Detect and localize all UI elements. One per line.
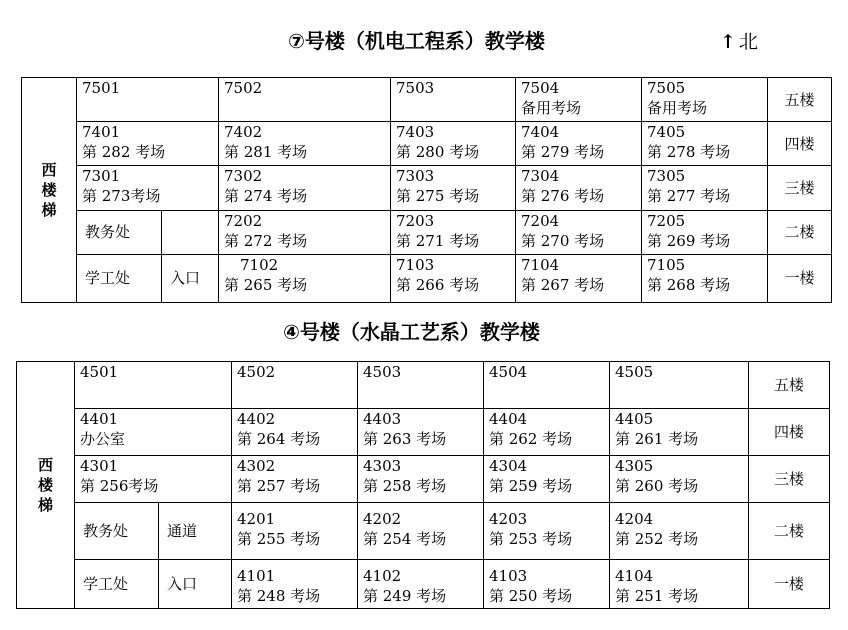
floor-row-4: [22, 122, 832, 166]
room-cell: 7202 第 272 考场: [219, 210, 391, 254]
room-cell: 4401 办公室: [75, 409, 232, 456]
floor-label: 一楼: [768, 254, 832, 302]
room-cell: 7205 第 269 考场: [642, 210, 768, 254]
room-cell: 4101 第 248 考场: [232, 560, 358, 609]
room-cell: 4102 第 249 考场: [358, 560, 484, 609]
floor-row-1: [22, 254, 832, 302]
room-cell: 7104 第 267 考场: [516, 254, 642, 302]
room-cell: 4103 第 250 考场: [484, 560, 610, 609]
floor-label: 三楼: [768, 166, 832, 210]
room-cell: 4204 第 252 考场: [610, 503, 749, 560]
room-cell: 7103 第 266 考场: [391, 254, 516, 302]
room-cell: 7304 第 276 考场: [516, 166, 642, 210]
room-cell: 4404 第 262 考场: [484, 409, 610, 456]
room-cell: 7102 第 265 考场: [219, 254, 391, 302]
room-cell: 4405 第 261 考场: [610, 409, 749, 456]
room-cell: 7302 第 274 考场: [219, 166, 391, 210]
floor-row-2: [22, 210, 832, 254]
room-cell: 4202 第 254 考场: [358, 503, 484, 560]
room-cell: 7504 备用考场: [516, 78, 642, 122]
office-cell: 学工处: [75, 560, 159, 609]
floor-label: 二楼: [768, 210, 832, 254]
room-cell: 7403 第 280 考场: [391, 122, 516, 166]
room-cell: 7401 第 282 考场: [77, 122, 219, 166]
side-cell: [162, 210, 219, 254]
room-cell: 4305 第 260 考场: [610, 456, 749, 503]
entrance-cell: 入口: [162, 254, 219, 302]
floor-row-3: [17, 456, 830, 503]
floor-row-1: [17, 560, 830, 609]
room-cell: 7203 第 271 考场: [391, 210, 516, 254]
room-cell: 4504: [484, 362, 610, 409]
north-indicator: [720, 27, 758, 54]
floor-row-5: [17, 362, 830, 409]
room-cell: 4304 第 259 考场: [484, 456, 610, 503]
room-cell: 4503: [358, 362, 484, 409]
floor-row-5: [22, 78, 832, 122]
corridor-cell: 通道: [159, 503, 232, 560]
room-cell: 7505 备用考场: [642, 78, 768, 122]
west-stairs-label: 西 楼 梯: [22, 78, 77, 303]
room-cell: 7501: [77, 78, 219, 122]
entrance-cell: 入口: [159, 560, 232, 609]
floor-label: 二楼: [749, 503, 830, 560]
floor-label: 五楼: [749, 362, 830, 409]
office-cell: 教务处: [77, 210, 162, 254]
floor-label: 四楼: [768, 122, 832, 166]
room-cell: 4502: [232, 362, 358, 409]
office-cell: 教务处: [75, 503, 159, 560]
room-cell: 4104 第 251 考场: [610, 560, 749, 609]
room-cell: 4301 第 256考场: [75, 456, 232, 503]
floor-row-2: [17, 503, 830, 560]
room-cell: 4203 第 253 考场: [484, 503, 610, 560]
room-cell: 4501: [75, 362, 232, 409]
office-cell: 学工处: [77, 254, 162, 302]
floor-label: 五楼: [768, 78, 832, 122]
room-cell: 7404 第 279 考场: [516, 122, 642, 166]
floor-label: 四楼: [749, 409, 830, 456]
building-7-title: ⑦号楼（机电工程系）教学楼: [288, 29, 545, 53]
room-cell: 7405 第 278 考场: [642, 122, 768, 166]
north-arrow-icon: ↑: [720, 31, 736, 53]
floor-row-4: [17, 409, 830, 456]
building-4-title: ④号楼（水晶工艺系）教学楼: [283, 320, 540, 344]
room-cell: 7503: [391, 78, 516, 122]
building-7-floor-table: [21, 77, 832, 303]
west-stairs-label: 西 楼 梯: [17, 362, 75, 609]
room-cell: 4403 第 263 考场: [358, 409, 484, 456]
building-4-floor-table: [16, 361, 830, 609]
room-cell: 7301 第 273考场: [77, 166, 219, 210]
floor-label: 三楼: [749, 456, 830, 503]
room-cell: 4303 第 258 考场: [358, 456, 484, 503]
room-cell: 7105 第 268 考场: [642, 254, 768, 302]
room-cell: 7402 第 281 考场: [219, 122, 391, 166]
floor-label: 一楼: [749, 560, 830, 609]
room-cell: 4505: [610, 362, 749, 409]
room-cell: 7303 第 275 考场: [391, 166, 516, 210]
room-cell: 4201 第 255 考场: [232, 503, 358, 560]
room-cell: 7305 第 277 考场: [642, 166, 768, 210]
north-label: 北: [738, 31, 758, 53]
room-cell: 4402 第 264 考场: [232, 409, 358, 456]
room-cell: 4302 第 257 考场: [232, 456, 358, 503]
floor-row-3: [22, 166, 832, 210]
room-cell: 7204 第 270 考场: [516, 210, 642, 254]
room-cell: 7502: [219, 78, 391, 122]
